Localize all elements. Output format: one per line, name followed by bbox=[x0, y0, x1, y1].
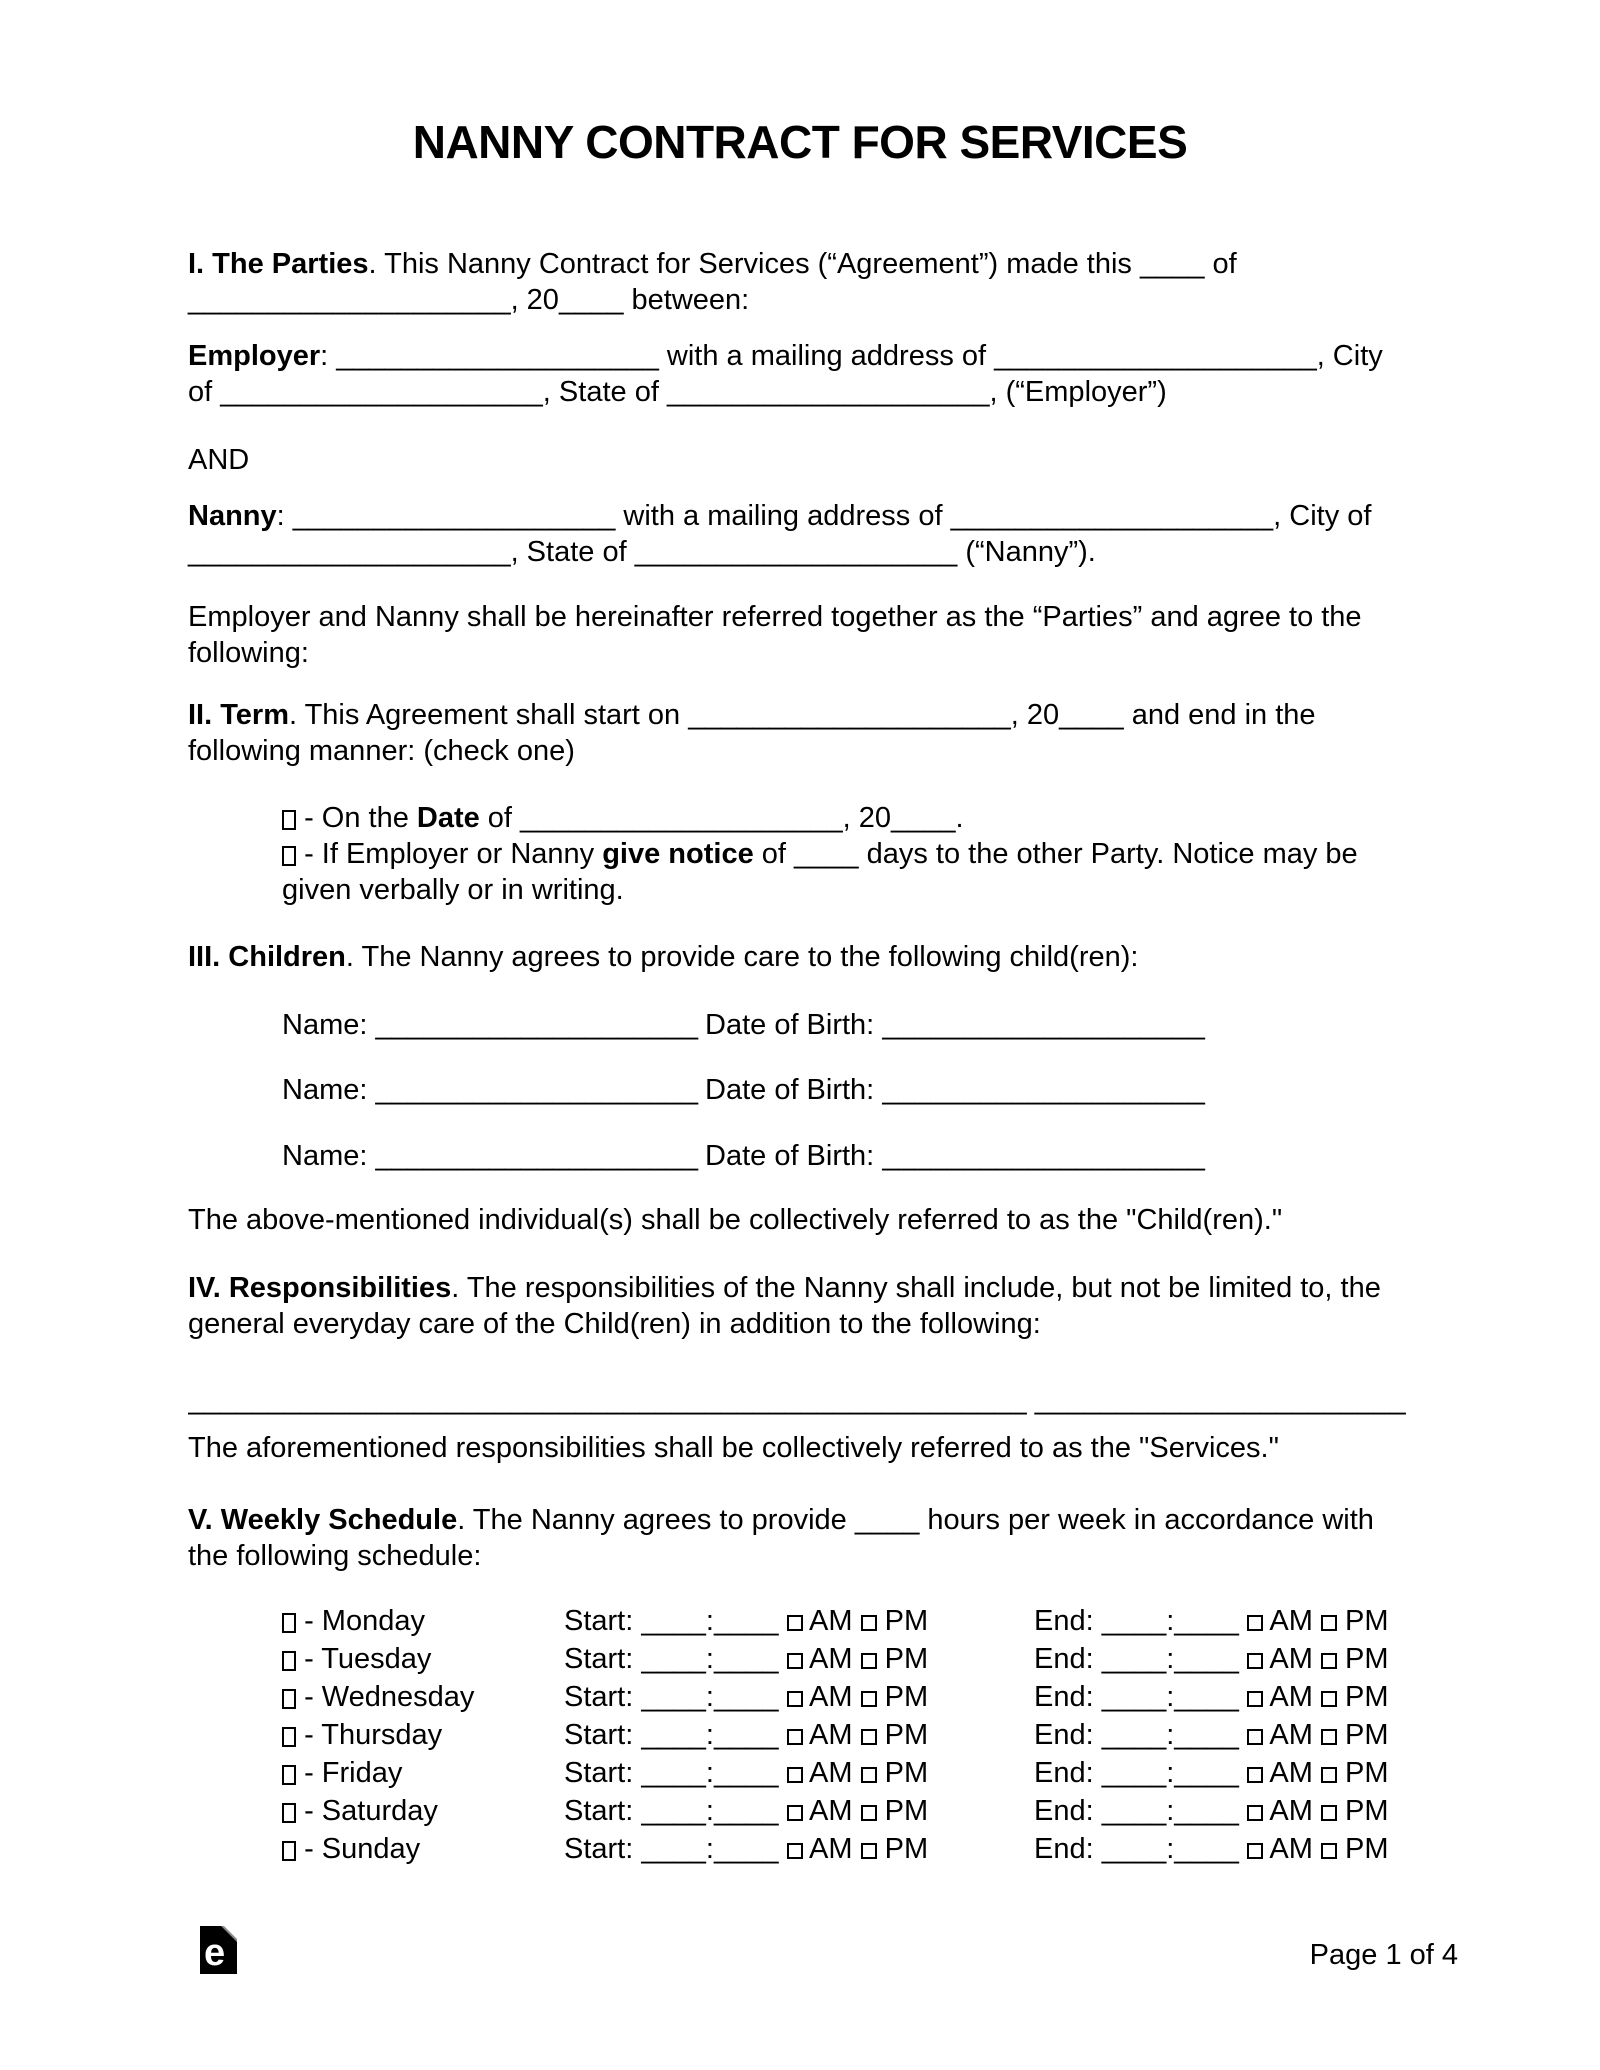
pm-label: PM bbox=[884, 1795, 929, 1827]
child-name-cell bbox=[282, 1007, 705, 1043]
am-label: AM bbox=[1269, 1681, 1313, 1713]
tuesday-start-am-checkbox[interactable] bbox=[787, 1653, 803, 1669]
end-time-blank: ____:____ bbox=[1101, 1795, 1239, 1827]
end-label: End: bbox=[1034, 1605, 1094, 1637]
start-cell bbox=[564, 1716, 1034, 1754]
end-label: End: bbox=[1034, 1643, 1094, 1675]
responsibilities-blank-line: ____________________________________________________ _______________________ bbox=[188, 1384, 1406, 1416]
term-option-pre: - On the bbox=[304, 802, 417, 834]
monday-end-am-checkbox[interactable] bbox=[1247, 1615, 1263, 1631]
am-label: AM bbox=[1269, 1795, 1313, 1827]
end-cell bbox=[1034, 1602, 1388, 1640]
thursday-end-am-checkbox[interactable] bbox=[1247, 1729, 1263, 1745]
term-option-notice bbox=[282, 836, 1412, 908]
and-separator: AND bbox=[188, 444, 250, 476]
end-cell bbox=[1034, 1678, 1388, 1716]
start-label: Start: bbox=[564, 1833, 634, 1865]
am-label: AM bbox=[1269, 1643, 1313, 1675]
dash: - bbox=[304, 1719, 314, 1751]
day-cell bbox=[282, 1678, 564, 1716]
end-time-blank: ____:____ bbox=[1101, 1605, 1239, 1637]
start-time-blank: ____:____ bbox=[641, 1833, 779, 1865]
children-collective-clause: The above-mentioned individual(s) shall be collectively referred to as the "Child(ren)." bbox=[188, 1204, 1283, 1236]
start-cell bbox=[564, 1640, 1034, 1678]
start-cell bbox=[564, 1792, 1034, 1830]
schedule-row-tuesday bbox=[282, 1640, 1412, 1678]
section-ii-text: . This Agreement shall start on ____________________, 20____ and end in the following manner: (check one) bbox=[188, 699, 1316, 767]
am-label: AM bbox=[809, 1757, 853, 1789]
start-label: Start: bbox=[564, 1681, 634, 1713]
employer-label: Employer bbox=[188, 340, 321, 372]
am-label: AM bbox=[1269, 1757, 1313, 1789]
pm-label: PM bbox=[1344, 1605, 1389, 1637]
saturday-start-pm-checkbox[interactable] bbox=[861, 1805, 877, 1821]
am-label: AM bbox=[809, 1681, 853, 1713]
wednesday-start-am-checkbox[interactable] bbox=[787, 1691, 803, 1707]
end-time-blank: ____:____ bbox=[1101, 1681, 1239, 1713]
schedule-row-friday bbox=[282, 1754, 1412, 1792]
pm-label: PM bbox=[1344, 1833, 1389, 1865]
dash: - bbox=[304, 1605, 314, 1637]
end-time-blank: ____:____ bbox=[1101, 1757, 1239, 1789]
end-cell bbox=[1034, 1716, 1388, 1754]
dash: - bbox=[304, 1795, 314, 1827]
day-cell bbox=[282, 1792, 564, 1830]
child-dob-blank: ____________________ bbox=[882, 1140, 1205, 1172]
am-label: AM bbox=[809, 1833, 853, 1865]
section-v-heading: V. Weekly Schedule bbox=[188, 1504, 458, 1536]
end-cell bbox=[1034, 1830, 1388, 1868]
thursday-start-pm-checkbox[interactable] bbox=[861, 1729, 877, 1745]
child-name-blank: ____________________ bbox=[375, 1074, 699, 1106]
sunday-end-pm-checkbox[interactable] bbox=[1321, 1843, 1337, 1859]
name-label: Name: bbox=[282, 1074, 368, 1106]
am-label: AM bbox=[1269, 1719, 1313, 1751]
am-label: AM bbox=[809, 1643, 853, 1675]
start-cell bbox=[564, 1678, 1034, 1716]
section-ii-heading: II. Term bbox=[188, 699, 289, 731]
wednesday-end-am-checkbox[interactable] bbox=[1247, 1691, 1263, 1707]
saturday-start-am-checkbox[interactable] bbox=[787, 1805, 803, 1821]
start-label: Start: bbox=[564, 1795, 634, 1827]
day-label: Thursday bbox=[321, 1719, 443, 1751]
end-time-blank: ____:____ bbox=[1101, 1719, 1239, 1751]
start-label: Start: bbox=[564, 1643, 634, 1675]
pm-label: PM bbox=[884, 1757, 929, 1789]
nanny-clause bbox=[188, 498, 1412, 570]
day-cell bbox=[282, 1602, 564, 1640]
child-name-cell bbox=[282, 1072, 705, 1108]
employer-text: : ____________________ with a mailing address of ____________________, City of ____________________, State of ____________________, (“Employer”) bbox=[188, 340, 1383, 408]
nanny-text: : ____________________ with a mailing address of ____________________, City of ____________________, State of ____________________ (“Nanny”). bbox=[188, 500, 1372, 568]
friday-start-pm-checkbox[interactable] bbox=[861, 1767, 877, 1783]
section-iii-heading: III. Children bbox=[188, 941, 346, 973]
pm-label: PM bbox=[884, 1681, 929, 1713]
tuesday-start-pm-checkbox[interactable] bbox=[861, 1653, 877, 1669]
term-option-bold: Date bbox=[416, 802, 480, 834]
employer-clause bbox=[188, 338, 1412, 410]
parties-reference-clause: Employer and Nanny shall be hereinafter referred together as the “Parties” and agree to the following: bbox=[188, 601, 1362, 669]
dash: - bbox=[304, 1681, 314, 1713]
end-cell bbox=[1034, 1640, 1388, 1678]
end-label: End: bbox=[1034, 1719, 1094, 1751]
am-label: AM bbox=[1269, 1833, 1313, 1865]
term-option-pre: - If Employer or Nanny bbox=[304, 838, 603, 870]
end-label: End: bbox=[1034, 1681, 1094, 1713]
start-cell bbox=[564, 1602, 1034, 1640]
am-label: AM bbox=[1269, 1605, 1313, 1637]
start-time-blank: ____:____ bbox=[641, 1795, 779, 1827]
sunday-start-am-checkbox[interactable] bbox=[787, 1843, 803, 1859]
child-row-3 bbox=[282, 1138, 1412, 1174]
pm-label: PM bbox=[884, 1605, 929, 1637]
sunday-end-am-checkbox[interactable] bbox=[1247, 1843, 1263, 1859]
day-cell bbox=[282, 1754, 564, 1792]
child-name-cell bbox=[282, 1138, 705, 1174]
start-time-blank: ____:____ bbox=[641, 1681, 779, 1713]
dash: - bbox=[304, 1757, 314, 1789]
start-label: Start: bbox=[564, 1605, 634, 1637]
wednesday-start-pm-checkbox[interactable] bbox=[861, 1691, 877, 1707]
pm-label: PM bbox=[1344, 1681, 1389, 1713]
start-cell bbox=[564, 1830, 1034, 1868]
wednesday-end-pm-checkbox[interactable] bbox=[1321, 1691, 1337, 1707]
start-time-blank: ____:____ bbox=[641, 1643, 779, 1675]
schedule-row-wednesday bbox=[282, 1678, 1412, 1716]
folded-corner-icon bbox=[224, 1926, 237, 1939]
sunday-checkbox[interactable] bbox=[282, 1841, 296, 1861]
end-time-blank: ____:____ bbox=[1101, 1833, 1239, 1865]
section-iv-responsibilities bbox=[188, 1270, 1412, 1342]
day-cell bbox=[282, 1716, 564, 1754]
friday-checkbox[interactable] bbox=[282, 1765, 296, 1785]
child-dob-blank: ____________________ bbox=[882, 1074, 1205, 1106]
dash: - bbox=[304, 1643, 314, 1675]
schedule-row-saturday bbox=[282, 1792, 1412, 1830]
tuesday-end-pm-checkbox[interactable] bbox=[1321, 1653, 1337, 1669]
eforms-logo-letter: e bbox=[204, 1932, 226, 1974]
pm-label: PM bbox=[884, 1719, 929, 1751]
day-label: Monday bbox=[321, 1605, 425, 1637]
child-name-blank: ____________________ bbox=[375, 1140, 699, 1172]
friday-end-am-checkbox[interactable] bbox=[1247, 1767, 1263, 1783]
wednesday-checkbox[interactable] bbox=[282, 1689, 296, 1709]
pm-label: PM bbox=[1344, 1795, 1389, 1827]
term-option-post: of ____ days to the other Party. Notice may be given verbally or in writing. bbox=[282, 838, 1358, 906]
dob-label: Date of Birth: bbox=[705, 1074, 875, 1106]
services-collective-clause: The aforementioned responsibilities shall be collectively referred to as the "Services." bbox=[188, 1432, 1279, 1464]
schedule-row-monday bbox=[282, 1602, 1412, 1640]
monday-start-am-checkbox[interactable] bbox=[787, 1615, 803, 1631]
saturday-end-am-checkbox[interactable] bbox=[1247, 1805, 1263, 1821]
saturday-checkbox[interactable] bbox=[282, 1803, 296, 1823]
section-iv-heading: IV. Responsibilities bbox=[188, 1272, 452, 1304]
term-option-bold: give notice bbox=[602, 838, 754, 870]
end-label: End: bbox=[1034, 1833, 1094, 1865]
section-iv-text: . The responsibilities of the Nanny shall include, but not be limited to, the general everyday care of the Child(ren) in addition to the following: bbox=[188, 1272, 1381, 1340]
day-cell bbox=[282, 1640, 564, 1678]
day-label: Sunday bbox=[321, 1833, 421, 1865]
am-label: AM bbox=[809, 1795, 853, 1827]
eforms-logo bbox=[200, 1926, 237, 1974]
start-label: Start: bbox=[564, 1757, 634, 1789]
child-dob-blank: ____________________ bbox=[882, 1009, 1205, 1041]
term-options bbox=[282, 800, 1412, 908]
child-dob-cell bbox=[705, 1074, 1205, 1106]
pm-label: PM bbox=[1344, 1643, 1389, 1675]
dob-label: Date of Birth: bbox=[705, 1140, 875, 1172]
term-option-end-date bbox=[282, 800, 1412, 836]
pm-label: PM bbox=[1344, 1719, 1389, 1751]
thursday-end-pm-checkbox[interactable] bbox=[1321, 1729, 1337, 1745]
end-time-blank: ____:____ bbox=[1101, 1643, 1239, 1675]
day-label: Saturday bbox=[321, 1795, 438, 1827]
start-cell bbox=[564, 1754, 1034, 1792]
child-dob-cell bbox=[705, 1140, 1205, 1172]
start-label: Start: bbox=[564, 1719, 634, 1751]
pm-label: PM bbox=[1344, 1757, 1389, 1789]
thursday-start-am-checkbox[interactable] bbox=[787, 1729, 803, 1745]
name-label: Name: bbox=[282, 1009, 368, 1041]
end-date-checkbox[interactable] bbox=[282, 810, 296, 830]
page-number: Page 1 of 4 bbox=[1309, 1939, 1458, 1971]
day-label: Friday bbox=[321, 1757, 403, 1789]
tuesday-checkbox[interactable] bbox=[282, 1651, 296, 1671]
section-iii-text: . The Nanny agrees to provide care to the following child(ren): bbox=[345, 941, 1139, 973]
notice-checkbox[interactable] bbox=[282, 846, 296, 866]
schedule-row-sunday bbox=[282, 1830, 1412, 1868]
start-time-blank: ____:____ bbox=[641, 1719, 779, 1751]
am-label: AM bbox=[809, 1605, 853, 1637]
schedule-row-thursday bbox=[282, 1716, 1412, 1754]
dash: - bbox=[304, 1833, 314, 1865]
monday-start-pm-checkbox[interactable] bbox=[861, 1615, 877, 1631]
day-label: Tuesday bbox=[321, 1643, 432, 1675]
tuesday-end-am-checkbox[interactable] bbox=[1247, 1653, 1263, 1669]
section-i-text: . This Nanny Contract for Services (“Agreement”) made this ____ of ____________________, 20____ between: bbox=[188, 248, 1237, 316]
sunday-start-pm-checkbox[interactable] bbox=[861, 1843, 877, 1859]
section-i-heading: I. The Parties bbox=[188, 248, 369, 280]
section-iii-children bbox=[188, 939, 1412, 975]
child-name-blank: ____________________ bbox=[375, 1009, 699, 1041]
child-row-2 bbox=[282, 1072, 1412, 1108]
pm-label: PM bbox=[884, 1833, 929, 1865]
end-cell bbox=[1034, 1754, 1388, 1792]
monday-end-pm-checkbox[interactable] bbox=[1321, 1615, 1337, 1631]
nanny-label: Nanny bbox=[188, 500, 277, 532]
dob-label: Date of Birth: bbox=[705, 1009, 875, 1041]
child-dob-cell bbox=[705, 1009, 1205, 1041]
start-time-blank: ____:____ bbox=[641, 1757, 779, 1789]
thursday-checkbox[interactable] bbox=[282, 1727, 296, 1747]
friday-start-am-checkbox[interactable] bbox=[787, 1767, 803, 1783]
start-time-blank: ____:____ bbox=[641, 1605, 779, 1637]
section-i-parties bbox=[188, 246, 1412, 318]
section-v-weekly-schedule bbox=[188, 1502, 1412, 1574]
day-label: Wednesday bbox=[321, 1681, 475, 1713]
pm-label: PM bbox=[884, 1643, 929, 1675]
am-label: AM bbox=[809, 1719, 853, 1751]
term-option-post: of ____________________, 20____. bbox=[479, 802, 964, 834]
friday-end-pm-checkbox[interactable] bbox=[1321, 1767, 1337, 1783]
child-row-1 bbox=[282, 1007, 1412, 1043]
end-cell bbox=[1034, 1792, 1388, 1830]
name-label: Name: bbox=[282, 1140, 368, 1172]
day-cell bbox=[282, 1830, 564, 1868]
section-v-text: . The Nanny agrees to provide ____ hours per week in accordance with the following schedule: bbox=[188, 1504, 1374, 1572]
page-title: NANNY CONTRACT FOR SERVICES bbox=[412, 116, 1188, 168]
end-label: End: bbox=[1034, 1795, 1094, 1827]
saturday-end-pm-checkbox[interactable] bbox=[1321, 1805, 1337, 1821]
section-ii-term bbox=[188, 697, 1412, 769]
end-label: End: bbox=[1034, 1757, 1094, 1789]
monday-checkbox[interactable] bbox=[282, 1613, 296, 1633]
weekly-schedule bbox=[282, 1602, 1412, 1868]
